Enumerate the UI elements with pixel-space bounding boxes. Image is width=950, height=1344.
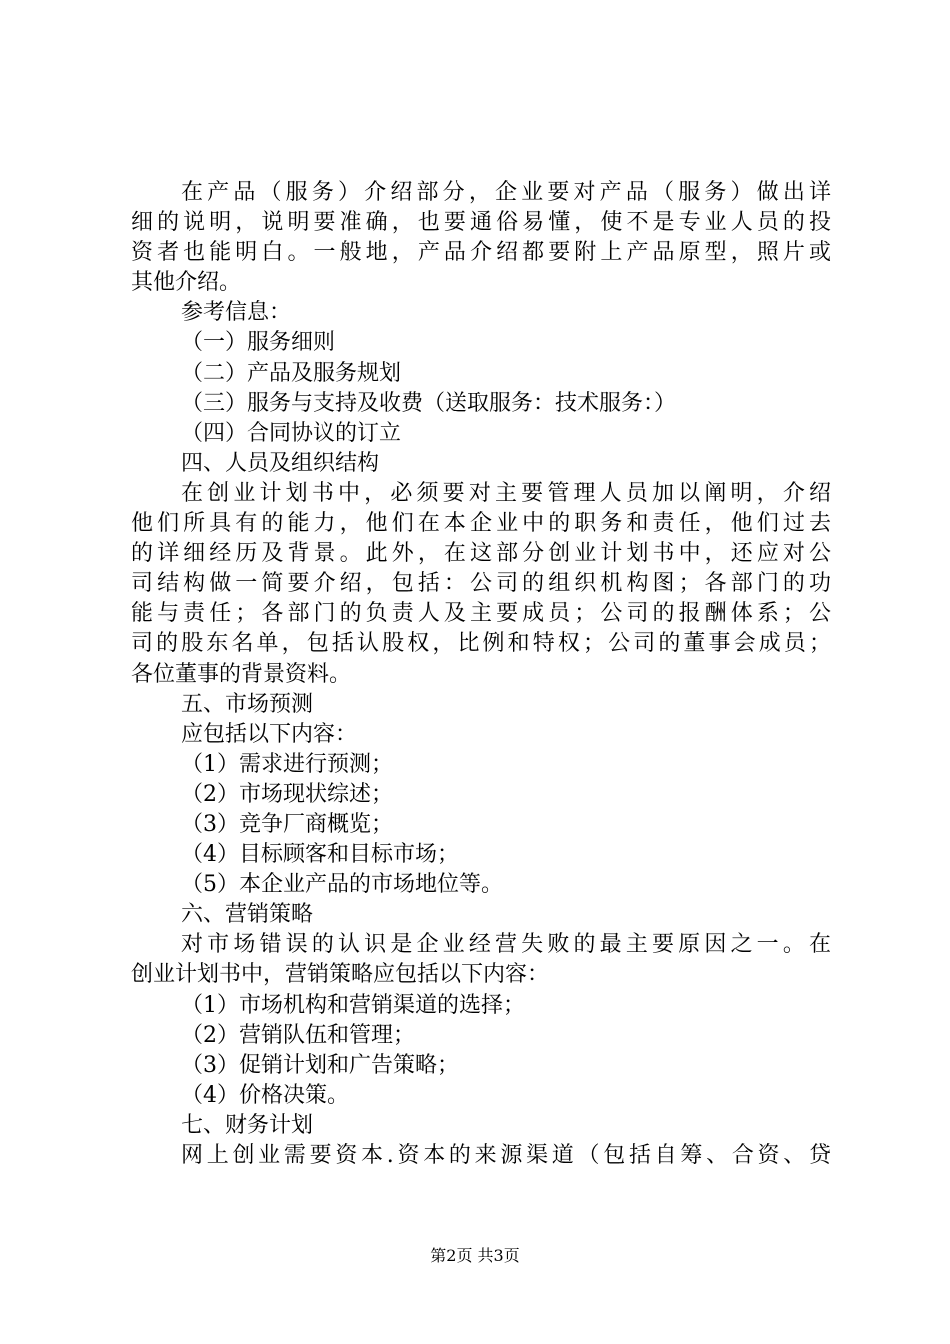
list-item: （5）本企业产品的市场地位等。	[181, 872, 503, 898]
list-item: （1）需求进行预测；	[181, 751, 393, 777]
list-item: （3）促销计划和广告策略；	[181, 1052, 459, 1078]
section-heading: 六、营销策略	[181, 902, 314, 928]
list-item: （4）价格决策。	[181, 1082, 349, 1108]
paragraph-line: 创业计划书中，营销策略应包括以下内容：	[131, 962, 550, 988]
paragraph-line: 司结构做一简要介绍，包括：公司的组织机构图；各部门的功	[131, 571, 831, 597]
list-item: （四）合同协议的订立	[181, 420, 402, 446]
list-item: （2）市场现状综述；	[181, 781, 393, 807]
paragraph-line: 在产品（服务）介绍部分，企业要对产品（服务）做出详	[181, 180, 831, 205]
paragraph-line: 能与责任；各部门的负责人及主要成员；公司的报酬体系；公	[131, 601, 831, 627]
list-item: （2）营销队伍和管理；	[181, 1022, 415, 1048]
page-total: 共3页	[477, 1246, 520, 1265]
paragraph-line: 的详细经历及背景。此外，在这部分创业计划书中，还应对公	[131, 541, 831, 567]
list-item: （1）市场机构和营销渠道的选择；	[181, 992, 525, 1018]
list-item: （三）服务与支持及收费（送取服务：技术服务：）	[181, 390, 677, 416]
page-footer	[0, 1243, 950, 1266]
section-heading: 五、市场预测	[181, 691, 314, 717]
paragraph-line: 应包括以下内容：	[181, 721, 358, 747]
paragraph-line: 他们所具有的能力，他们在本企业中的职务和责任，他们过去	[131, 511, 831, 537]
section-heading: 四、人员及组织结构	[181, 450, 380, 476]
paragraph-line: 在创业计划书中，必须要对主要管理人员加以阐明，介绍	[181, 480, 831, 506]
list-item: （4）目标顾客和目标市场；	[181, 842, 459, 868]
paragraph-line: 细的说明，说明要准确，也要通俗易懂，使不是专业人员的投	[131, 210, 831, 236]
paragraph-line: 各位董事的背景资料。	[131, 661, 352, 687]
paragraph-line: 网上创业需要资本.资本的来源渠道（包括自筹、合资、贷	[181, 1143, 831, 1168]
page-number: 第2页	[430, 1246, 473, 1265]
list-item: （一）服务细则	[181, 330, 336, 356]
document-body	[131, 178, 831, 1171]
list-item: （二）产品及服务规划	[181, 360, 402, 386]
section-heading: 七、财务计划	[181, 1112, 314, 1138]
paragraph-line: 对市场错误的认识是企业经营失败的最主要原因之一。在	[181, 932, 831, 958]
paragraph-line: 司的股东名单，包括认股权，比例和特权；公司的董事会成员；	[131, 631, 831, 657]
paragraph-line: 其他介绍。	[131, 270, 242, 296]
paragraph-line: 资者也能明白。一般地，产品介绍都要附上产品原型，照片或	[131, 240, 831, 266]
paragraph-line: 参考信息：	[181, 300, 292, 326]
list-item: （3）竞争厂商概览；	[181, 811, 393, 837]
